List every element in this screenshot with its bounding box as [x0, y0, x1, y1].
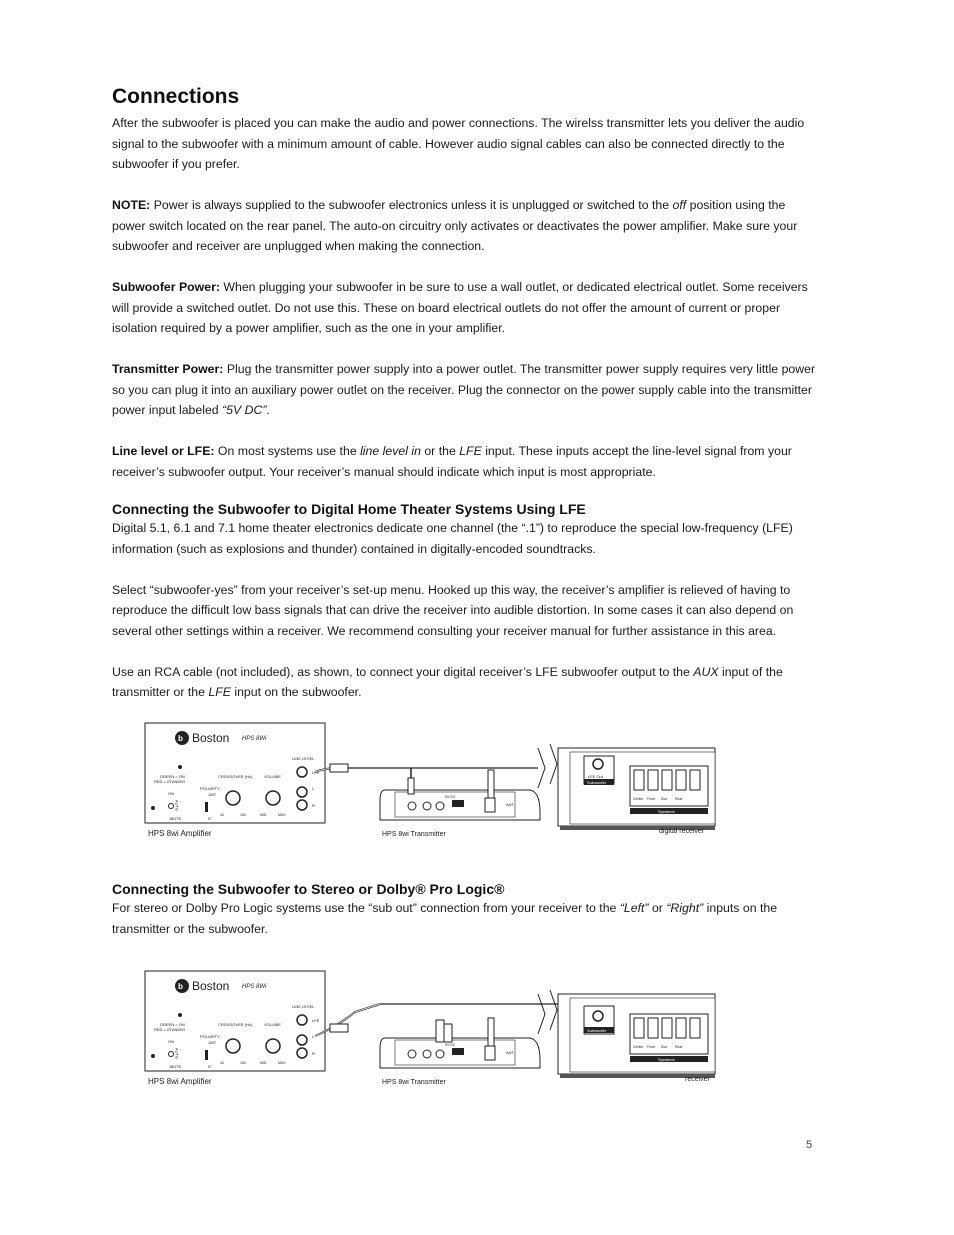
amp-auto: AUTO	[174, 800, 180, 812]
tx-caption: HPS 8wi Transmitter	[382, 1079, 446, 1086]
lfe-paragraph-1: Digital 5.1, 6.1 and 7.1 home theater electronics dedicate one channel (the “.1”) to reproduce the special low-frequency (LFE) information (such as explosions and thunder) contained in digitally-encoded soundtracks.	[112, 521, 793, 556]
amp-line-level: LINE LEVEL	[292, 1004, 315, 1009]
volume-knob-icon	[266, 791, 280, 805]
amp-polarity: POLARITY	[200, 1034, 220, 1039]
line-level-text-1: On most systems use the	[217, 444, 357, 459]
volume-knob-icon	[266, 1039, 280, 1053]
amp-model: HPS 8Wi	[242, 736, 267, 742]
subwoofer-power-paragraph	[112, 277, 817, 339]
right-jack-icon	[297, 800, 307, 810]
amp-caption: HPS 8wi Amplifier	[148, 1077, 212, 1086]
transmitter-power-end: .	[266, 403, 270, 418]
note-paragraph	[112, 195, 817, 257]
svg-text:b: b	[178, 734, 183, 743]
lfe-p3-text-b: input of the transmitter or the	[112, 664, 783, 700]
amp-160hz: 160	[240, 1061, 246, 1065]
subwoofer-power-label: Subwoofer Power:	[112, 280, 220, 295]
stereo-italic-right: “Right”	[666, 901, 704, 916]
amp-r: R	[312, 1051, 315, 1056]
amp-model: HPS 8Wi	[242, 984, 267, 990]
subwoofer-power-text: When plugging your subwoofer in be sure to use a wall outlet, or dedicated electrical outlet. Some receivers will provide a switched outlet. Do not use this. These on board electrical outlets do not offer the amount of current or proper isolation required by a power amplifier, such as the one in your amplifier.	[112, 280, 808, 336]
amp-caption: HPS 8wi Amplifier	[148, 829, 212, 838]
amp-0: 0°	[208, 1064, 212, 1069]
lfe-jack-icon	[297, 1015, 307, 1025]
line-level-paragraph	[112, 441, 817, 482]
rx-surr: Surr	[661, 1045, 668, 1049]
crossover-knob-icon	[226, 791, 240, 805]
transmitter-device	[380, 1018, 540, 1086]
transmitter-power-5vdc: “5V DC”	[222, 403, 267, 418]
amp-volume: VOLUME	[264, 1022, 281, 1027]
rx-speakers: Speakers	[658, 809, 675, 814]
rx-front: Front	[647, 797, 656, 801]
amp-mute: MUTE	[170, 816, 182, 821]
crossover-knob-icon	[226, 1039, 240, 1053]
line-level-italic-1: line level in	[360, 444, 421, 459]
receiver-lfe-out-icon	[593, 759, 603, 769]
amp-auto: AUTO	[174, 1048, 180, 1060]
tx-caption: HPS 8wi Transmitter	[382, 831, 446, 838]
transmitter-power-paragraph	[112, 359, 817, 421]
rx-front: Front	[647, 1045, 656, 1049]
amp-l: L	[312, 1034, 315, 1039]
rx-speakers: Speakers	[658, 1057, 675, 1062]
lfe-p3-text-c: input on the subwoofer.	[234, 685, 362, 700]
stereo-connection-diagram	[140, 968, 720, 1090]
line-level-label: Line level or LFE:	[112, 444, 215, 459]
rx-lfe-out: LFE Out	[588, 774, 603, 779]
amp-mute: MUTE	[170, 1064, 182, 1069]
amp-brand: Boston	[192, 979, 230, 993]
line-level-italic-2: LFE	[459, 444, 482, 459]
amp-min: MIN	[260, 1061, 267, 1065]
amp-l: L	[312, 786, 315, 791]
amp-40hz: 40	[220, 1061, 224, 1065]
rx-caption: receiver	[685, 1076, 710, 1083]
transmitter-power-label: Transmitter Power:	[112, 362, 224, 377]
amp-min: MIN	[260, 813, 267, 817]
amp-lfe: LFE	[312, 770, 320, 775]
tx-dc: 5V DC	[445, 795, 456, 799]
amp-crossover: CROSSOVER (Hz)	[218, 774, 253, 779]
svg-text:b: b	[178, 982, 183, 991]
amp-0: 0°	[208, 816, 212, 821]
stereo-section	[112, 880, 817, 939]
line-level-text-3: input. These inputs accept the line-level signal from your receiver’s subwoofer output. Your receiver’s manual should indicate which input is most appropriate.	[112, 444, 792, 479]
rx-subwoofer: Subwoofer	[587, 1028, 607, 1033]
amp-lfe: LFE	[312, 1018, 320, 1023]
rx-center: Center	[633, 797, 644, 801]
receiver-sub-out-icon	[593, 1011, 603, 1021]
stereo-text-1: For stereo or Dolby Pro Logic systems use the “sub out” connection from your receiver to the	[112, 901, 617, 916]
note-italic-off: off	[672, 198, 687, 213]
rx-caption: digital receiver	[659, 828, 705, 835]
amp-crossover: CROSSOVER (Hz)	[218, 1022, 253, 1027]
rx-center: Center	[633, 1045, 644, 1049]
power-led-icon	[178, 1013, 182, 1017]
receiver-device	[538, 990, 715, 1083]
transmitter-device	[380, 768, 540, 838]
amp-polarity: POLARITY	[200, 786, 220, 791]
amp-volume: VOLUME	[264, 774, 281, 779]
note-text-before: Power is always supplied to the subwoofer electronics unless it is unplugged or switched to the	[153, 198, 670, 213]
stereo-text-2: or	[651, 901, 663, 916]
line-level-text-2: or the	[424, 444, 456, 459]
transmitter-power-text: Plug the transmitter power supply into a power outlet. The transmitter power supply requires very little power so you can plug it into an auxiliary power outlet on the receiver. Plug the connector on the power supply cable into the transmitter power input labeled	[112, 362, 816, 418]
amp-max: MAX	[278, 813, 286, 817]
amplifier-panel	[145, 971, 325, 1086]
rx-rear: Rear	[675, 797, 683, 801]
rx-rear: Rear	[675, 1045, 683, 1049]
amp-red-standby: RED = STANDBY	[154, 1027, 186, 1032]
amp-on: ON	[168, 791, 174, 796]
power-led-icon	[178, 765, 182, 769]
lfe-jack-icon	[297, 767, 307, 777]
left-jack-icon	[297, 1035, 307, 1045]
amp-160hz: 160	[240, 813, 246, 817]
lfe-p3-italic-aux: AUX	[693, 664, 719, 679]
stereo-italic-left: “Left”	[619, 901, 649, 916]
document-body	[112, 84, 817, 703]
section-heading-lfe: Connecting the Subwoofer to Digital Home Theater Systems Using LFE	[112, 501, 586, 518]
amp-brand: Boston	[192, 731, 230, 745]
intro-paragraph: After the subwoofer is placed you can make the audio and power connections. The wirelss transmitter lets you deliver the audio signal to the subwoofer with a minimum amount of cable. However audio signal cables can also be connected directly to the subwoofer if you prefer.	[112, 116, 805, 172]
left-jack-icon	[297, 787, 307, 797]
amp-line-level: LINE LEVEL	[292, 756, 315, 761]
tx-ant: ANT	[506, 1050, 514, 1055]
amp-on: ON	[168, 1039, 174, 1044]
amplifier-panel	[145, 723, 325, 838]
amp-max: MAX	[278, 1061, 286, 1065]
lfe-paragraph-2: Select “subwoofer-yes” from your receiver’s set-up menu. Hooked up this way, the receiver’s amplifier is relieved of having to reproduce the difficult low bass signals that can drive the receiver into audible distortion. In some cases it can also depend on several other settings within a receiver. We recommend consulting your receiver manual for further assistance in this area.	[112, 582, 794, 638]
amp-r: R	[312, 803, 315, 808]
note-text-after: position using the power switch located on the rear panel. The auto-on circuitry only activates or deactivates the power amplifier. Make sure your subwoofer and receiver are unplugged when making the connection.	[112, 198, 798, 254]
amp-180: 180°	[208, 792, 217, 797]
lfe-p3-text-a: Use an RCA cable (not included), as shown, to connect your digital receiver’s LFE subwoofer output to the	[112, 664, 690, 679]
lfe-connection-diagram	[140, 720, 720, 842]
stereo-paragraph	[112, 898, 817, 939]
section-heading-stereo: Connecting the Subwoofer to Stereo or Dolby® Pro Logic®	[112, 881, 505, 897]
lfe-paragraph-3	[112, 662, 817, 703]
rx-subwoofer: Subwoofer	[587, 780, 607, 785]
tx-ant: ANT	[506, 802, 514, 807]
amp-red-standby: RED = STANDBY	[154, 779, 186, 784]
page-number: 5	[806, 1139, 813, 1151]
page-title: Connections	[112, 85, 240, 108]
amp-green-on: GREEN = ON	[160, 774, 185, 779]
amp-40hz: 40	[220, 813, 224, 817]
rx-surr: Surr	[661, 797, 668, 801]
right-jack-icon	[297, 1048, 307, 1058]
tx-dc: 5V DC	[445, 1043, 456, 1047]
lfe-p3-italic-lfe: LFE	[208, 685, 231, 700]
amp-green-on: GREEN = ON	[160, 1022, 185, 1027]
stereo-text-3: inputs on the transmitter or the subwoofer.	[112, 901, 778, 936]
amp-180: 180°	[208, 1040, 217, 1045]
note-label: NOTE:	[112, 198, 151, 213]
receiver-device	[538, 744, 715, 835]
